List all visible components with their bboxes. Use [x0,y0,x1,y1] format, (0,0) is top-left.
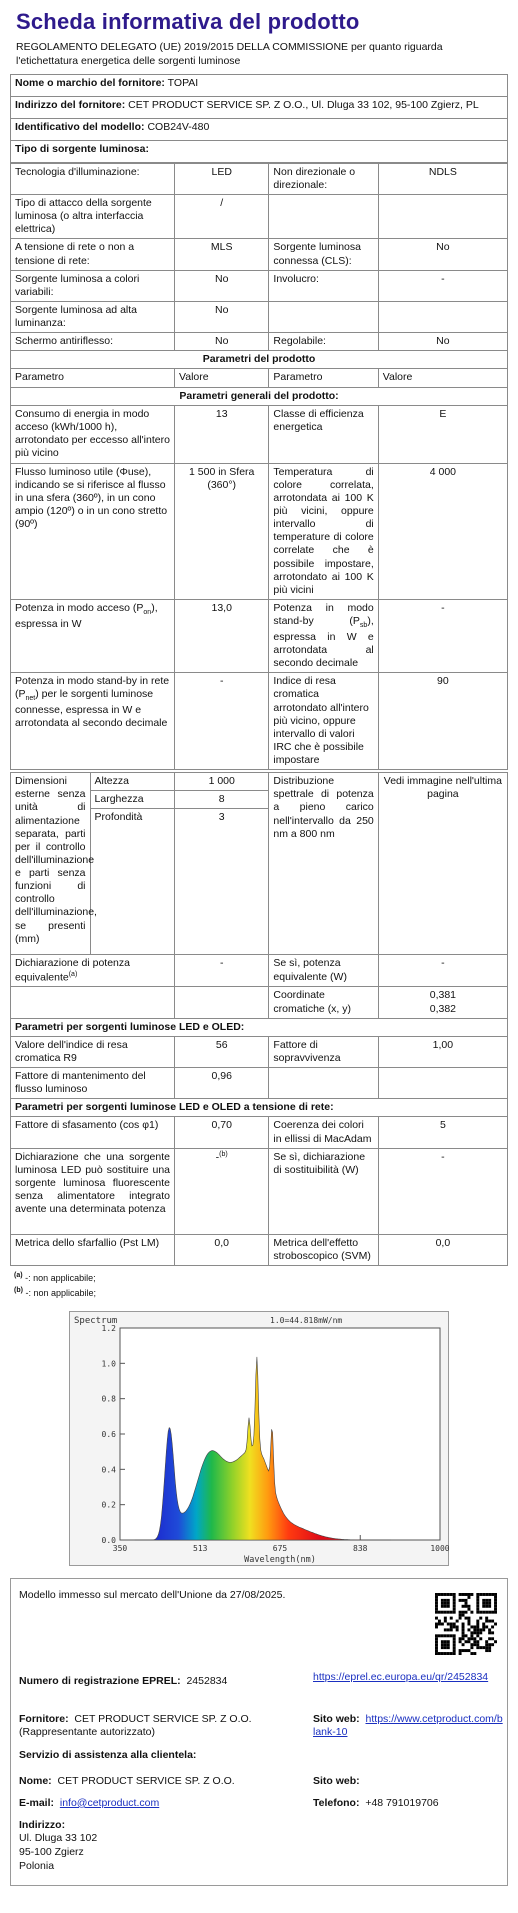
spectrum-svg [70,1312,450,1567]
x-tick-label: 513 [193,1543,208,1553]
envelope-label: Involucro: [269,270,378,301]
supplier-name-label: Nome o marchio del fornitore: [15,76,165,89]
col-param-2: Parametro [269,369,378,387]
r9-value: 56 [175,1036,269,1067]
width-label: Larghezza [90,791,174,809]
high-luminance-label: Sorgente luminosa ad alta luminanza: [11,301,175,332]
eprel-link[interactable]: https://eprel.ec.europa.eu/qr/2452834 [313,1670,489,1683]
cls-label: Sorgente luminosa connessa (CLS): [269,239,378,270]
supplier-table [10,74,508,163]
footnote-a [14,1270,504,1285]
website-label: Sito web: [313,1712,360,1725]
luminous-flux-label: Flusso luminoso utile (Φuse), indicando se si riferisce al flusso in una sfera (360º), in un cono ampio (120º) o in un cono stretto (90º) [11,463,175,599]
replacement-value-cell [175,1148,269,1234]
dimmable-label: Regolabile: [269,333,378,351]
footer-supplier-value: CET PRODUCT SERVICE SP. Z O.O. (Rappresentante autorizzato) [19,1712,252,1739]
replacement-w-label: Se sì, dichiarazione di sostituibilità (W) [269,1148,378,1234]
flicker-value: 0,0 [175,1234,269,1265]
on-power-value: 13,0 [175,599,269,672]
x-tick-label: 350 [112,1543,128,1553]
standby-power-label: Potenza in modo stand-by $(P_{sb})$, espressa in W e arrotondata al secondo decimale [269,599,378,672]
y-tick-label: 0.8 [101,1394,116,1404]
depth-label: Profondità [90,809,174,955]
energy-consumption-label: Consumo di energia in modo acceso (kWh/1000 h), arrotondato per eccesso all'intero più vicino [11,405,175,463]
high-luminance-empty-label [269,301,378,332]
spectrum-xlabel: Wavelength(nm) [244,1554,316,1565]
model-row [11,118,508,140]
supplier-address-label: Indirizzo del fornitore: [15,98,126,111]
directional-label: Non direzionale o direzionale: [269,163,378,194]
address-line-2: 95-100 Zgierz [19,1846,84,1858]
source-type-table [10,163,508,770]
replacement-value: - [215,1151,220,1164]
address-line-3: Polonia [19,1859,55,1872]
maint-empty-2 [378,1068,507,1099]
cap-type-label: Tipo di attacco della sorgente luminosa (o altra interfaccia elettrica) [11,195,175,239]
maint-empty-1 [269,1068,378,1099]
depth-value: 3 [175,809,269,955]
cls-value: No [378,239,507,270]
envelope-value: - [378,270,507,301]
chromaticity-x: 0,381 [429,989,457,1002]
replacement-w-value: - [378,1148,507,1234]
footnote-b [14,1285,504,1300]
model-value: COB24V-480 [147,120,210,133]
eprel-label: Numero di registrazione EPREL: [19,1674,181,1687]
col-value-2: Valore [378,369,507,387]
service-name-value: CET PRODUCT SERVICE SP. Z O.O. [57,1774,235,1787]
equivalent-power-value: - [378,955,507,987]
standby-power-value: - [378,599,507,672]
macadam-value: 5 [378,1117,507,1148]
service-name-label: Nome: [19,1774,52,1787]
displacement-factor-value: 0,70 [175,1117,269,1148]
y-tick-label: 0.4 [101,1465,116,1475]
product-params-heading: Parametri del prodotto [11,351,508,369]
lumen-maintenance-value: 0,96 [175,1068,269,1099]
dimmable-value: No [378,333,507,351]
height-value: 1 000 [175,773,269,791]
energy-consumption-value: 13 [175,405,269,463]
footnote-b-text: -: non applicabile; [25,1288,97,1299]
flicker-label: Metrica dello sfarfallio (Pst LM) [11,1234,175,1265]
website-row [313,1713,503,1740]
equivalent-power-label: Se sì, potenza equivalente (W) [269,955,378,987]
cap-type-empty-label [269,195,378,239]
replacement-label: Dichiarazione che una sorgente luminosa LED può sostituire una sorgente luminosa fluorescente senza alimentatore integrato avente una determinata potenza [11,1148,175,1234]
eprel-row [19,1675,227,1689]
footnote-a-text: -: non applicabile; [25,1272,96,1283]
address-block [19,1819,97,1874]
cri-value: 90 [378,673,507,770]
cct-value: 4 000 [378,463,507,599]
spectrum-chart [69,1311,449,1566]
model-label: Identificativo del modello: [15,120,145,133]
replacement-note-ref: (b) [219,1150,228,1158]
equivalence-note-ref: (a) [68,970,78,978]
footnotes [10,1266,508,1301]
survival-label: Fattore di sopravvivenza [269,1036,378,1067]
equivalence-value: - [175,955,269,987]
coord-empty-2 [175,987,269,1018]
service-heading: Servizio di assistenza alla clientela: [19,1748,197,1761]
y-tick-label: 0.6 [101,1429,116,1439]
equivalence-label: Dichiarazione di potenza equivalente [15,957,130,984]
eprel-value: 2452834 [186,1674,228,1687]
dimensions-label: Dimensioni esterne senza unità di alimentazione separata, parti per il controllo dell'illuminazione e parti senza funzioni di controllo dell'illuminazione, se presenti (mm) [11,773,91,955]
general-params-heading: Parametri generali del prodotto: [11,387,508,405]
directional-value: NDLS [378,163,507,194]
anti-glare-value: No [175,333,269,351]
macadam-label: Coerenza dei colori in ellissi di MacAdam [269,1117,378,1148]
mains-params-heading: Parametri per sorgenti luminose LED e OLED a tensione di rete: [11,1099,508,1117]
col-param-1: Parametro [11,369,175,387]
footnote-a-ref: (a) [14,1271,23,1279]
address-label: Indirizzo: [19,1818,66,1831]
spd-label: Distribuzione spettrale di potenza a pieno carico nell'intervallo da 250 nm a 800 nm [269,773,378,955]
energy-class-label: Classe di efficienza energetica [269,405,378,463]
regulation-text: REGOLAMENTO DELEGATO (UE) 2019/2015 DELLA COMMISSIONE per quanto riguarda l'etichettatura energetica delle sorgenti luminose [16,40,443,67]
led-params-heading: Parametri per sorgenti luminose LED e OLED: [11,1018,508,1036]
cct-label: Temperatura di colore correlata, arrotondata ai 100 K più vicini, oppure intervallo di temperature di colore correlate che è possibile impostare, arrotondato ai 100 K più vicini [269,463,378,599]
mains-value: MLS [175,239,269,270]
tech-value: LED [175,163,269,194]
service-name-row [19,1775,235,1789]
spectrum-scale: 1.0=44.818mW/nm [270,1315,343,1325]
y-tick-label: 1.2 [101,1323,116,1333]
chromaticity-label: Coordinate cromatiche (x, y) [269,987,378,1018]
height-label: Altezza [90,773,174,791]
coord-empty-1 [11,987,175,1018]
supplier-row [19,1713,299,1740]
cap-type-value: / [175,195,269,239]
luminous-flux-value: 1 500 in Sfera (360°) [175,463,269,599]
footer-supplier-label: Fornitore: [19,1712,69,1725]
spd-value: Vedi immagine nell'ultima pagina [378,773,507,955]
y-tick-label: 1.0 [101,1359,116,1369]
equivalence-label-cell [11,955,175,987]
svm-label: Metrica dell'effetto stroboscopico (SVM) [269,1234,378,1265]
color-tunable-value: No [175,270,269,301]
high-luminance-empty-value [378,301,507,332]
supplier-address-row [11,96,508,118]
displacement-factor-label: Fattore di sfasamento (cos φ1) [11,1117,175,1148]
lumen-maintenance-label: Fattore di mantenimento del flusso luminoso [11,1068,175,1099]
cap-type-empty-value [378,195,507,239]
cri-label: Indice di resa cromatica arrotondato all'intero più vicino, oppure intervallo di valori IRC che è possibile impostare [269,673,378,770]
phone-value: +48 791019706 [365,1796,439,1809]
supplier-name-row [11,74,508,96]
footer-box [10,1578,508,1886]
energy-class-value: E [378,405,507,463]
y-tick-label: 0.2 [101,1500,116,1510]
email-row [19,1797,159,1811]
anti-glare-label: Schermo antiriflesso: [11,333,175,351]
service-site-label: Sito web: [313,1774,360,1787]
net-standby-label: Potenza in modo stand-by in rete $(P_{net})$ per le sorgenti luminose connesse, espressa in W e arrotondata al secondo decimale [11,673,175,770]
website-link[interactable]: https://www.cetproduct.com/blank-10 [313,1712,503,1739]
col-value-1: Valore [175,369,269,387]
spectrum-title: Spectrum [74,1315,118,1326]
supplier-name-value: TOPAI [167,76,199,89]
survival-value: 1,00 [378,1036,507,1067]
r9-label: Valore dell'indice di resa cromatica R9 [11,1036,175,1067]
chromaticity-value [378,987,507,1018]
svm-value: 0,0 [378,1234,507,1265]
width-value: 8 [175,791,269,809]
x-tick-label: 838 [353,1543,368,1553]
y-tick-label: 0.0 [101,1535,116,1545]
footnote-b-ref: (b) [14,1287,23,1295]
phone-row [313,1797,439,1811]
qr-code-icon [435,1593,497,1655]
high-luminance-value: No [175,301,269,332]
chromaticity-y: 0,382 [429,1002,457,1015]
dimensions-table [10,772,508,1266]
mains-label: A tensione di rete o non a tensione di rete: [11,239,175,270]
market-date-text: Modello immesso sul mercato dell'Unione da 27/08/2025. [19,1588,286,1601]
page-title: Scheda informativa del prodotto [16,9,360,34]
phone-label: Telefono: [313,1796,360,1809]
net-standby-value: - [175,673,269,770]
source-type-heading: Tipo di sorgente luminosa: [11,140,508,162]
color-tunable-label: Sorgente luminosa a colori variabili: [11,270,175,301]
on-power-label: Potenza in modo acceso $(P_{on})$, espressa in W [11,599,175,672]
email-link[interactable]: info@cetproduct.com [59,1796,160,1809]
tech-label: Tecnologia d'illuminazione: [11,163,175,194]
supplier-address-value: CET PRODUCT SERVICE SP. Z O.O., Ul. Dluga 33 102, 95-100 Zgierz, PL [128,98,479,111]
email-label: E-mail: [19,1796,55,1809]
x-tick-label: 675 [272,1543,288,1553]
x-tick-label: 1000 [430,1543,450,1553]
address-line-1: Ul. Dluga 33 102 [19,1832,98,1845]
